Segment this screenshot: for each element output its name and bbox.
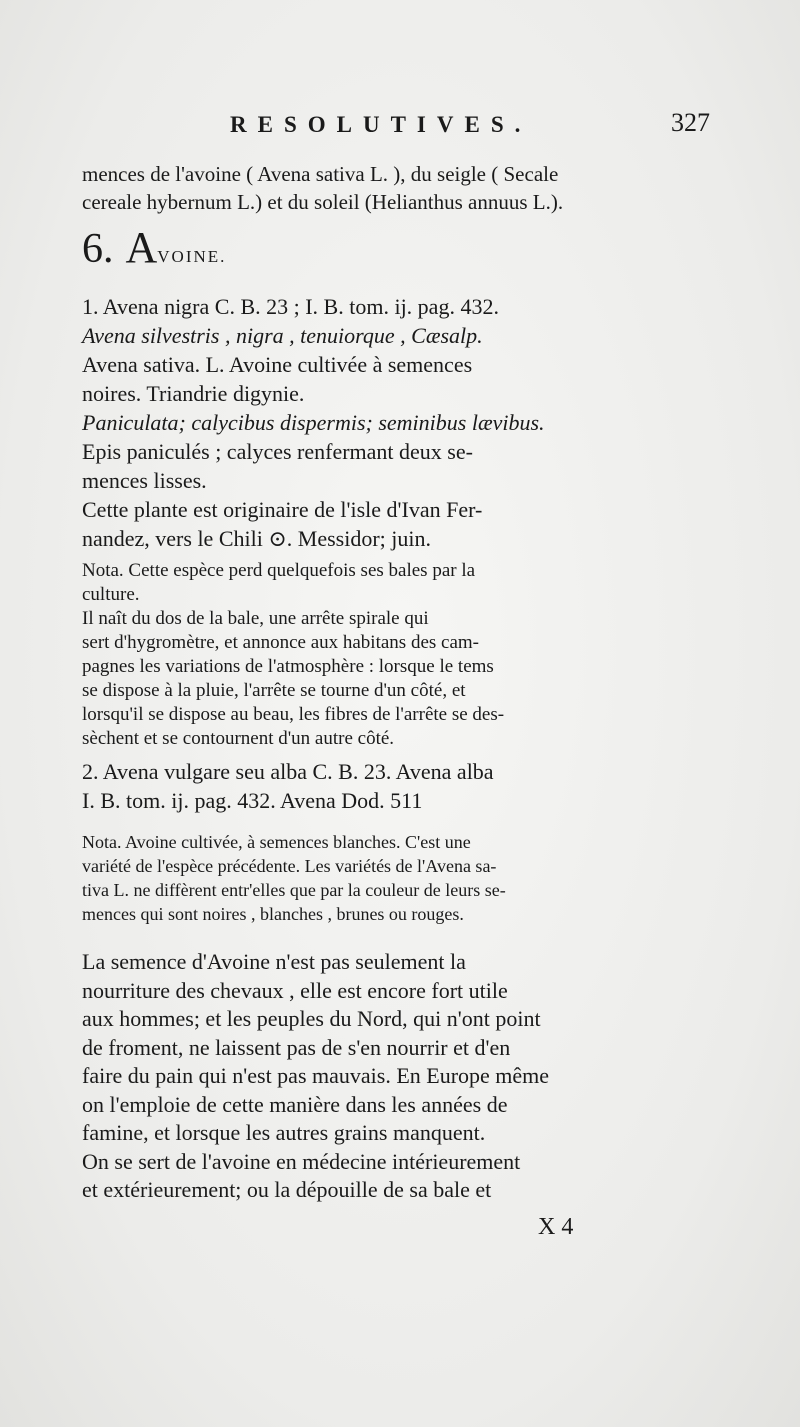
text-line: 1. Avena nigra C. B. 23 ; I. B. tom. ij. pag. 432. xyxy=(82,294,499,319)
text-line: se dispose à la pluie, l'arrête se tourne d'un côté, et xyxy=(82,680,466,701)
text-line: cereale hybernum L.) et du soleil (Helianthus annuus L.). xyxy=(82,190,564,214)
text-line: faire du pain qui n'est pas mauvais. En Europe même xyxy=(82,1063,550,1088)
text-line: Paniculata; calycibus dispermis; seminibus lævibus. xyxy=(82,410,545,435)
text-line: lorsqu'il se dispose au beau, les fibres de l'arrête se des- xyxy=(82,704,505,725)
text-line: nourriture des chevaux , elle est encore fort utile xyxy=(82,977,508,1003)
text-line: Avena sativa. L. Avoine cultivée à semences xyxy=(82,352,473,377)
text-line: variété de l'espèce précédente. Les variétés de l'Avena sa- xyxy=(82,856,497,876)
running-head: RESOLUTIVES. xyxy=(230,112,532,137)
section-heading xyxy=(82,222,226,282)
text-line: Nota. Cette espèce perd quelquefois ses bales par la xyxy=(82,560,476,581)
page-header xyxy=(230,108,710,146)
text-line: et extérieurement; ou la dépouille de sa bale et xyxy=(82,1177,492,1202)
section-initial: A xyxy=(125,223,158,272)
text-line: Avena silvestris , nigra , tenuiorque , Cæsalp. xyxy=(82,323,483,348)
text-line: mences de l'avoine ( Avena sativa L. ), du seigle ( Secale xyxy=(82,162,559,186)
text-line: de froment, ne laissent pas de s'en nourrir et d'en xyxy=(82,1034,511,1060)
text-line: nandez, vers le Chili ⊙. Messidor; juin. xyxy=(82,526,431,551)
text-line: Epis paniculés ; calyces renfermant deux se- xyxy=(82,439,473,464)
note-1 xyxy=(82,559,702,751)
signature-mark: X 4 xyxy=(538,1214,574,1240)
text-line: On se sert de l'avoine en médecine intérieurement xyxy=(82,1148,521,1174)
section-title: VOINE. xyxy=(157,247,227,266)
text-line: sèchent et se contournent d'un autre côté. xyxy=(82,728,395,749)
text-line: on l'emploie de cette manière dans les années de xyxy=(82,1091,508,1117)
text-line: La semence d'Avoine n'est pas seulement la xyxy=(82,949,466,974)
text-line: Nota. Avoine cultivée, à semences blanches. C'est une xyxy=(82,832,471,852)
main-text xyxy=(82,292,702,815)
text-line: tiva L. ne diffèrent entr'elles que par la couleur de leurs se- xyxy=(82,880,506,900)
text-line: pagnes les variations de l'atmosphère : lorsque le tems xyxy=(82,656,494,677)
intro-paragraph xyxy=(82,160,702,216)
text-line: 2. Avena vulgare seu alba C. B. 23. Avena alba xyxy=(82,759,494,784)
text-line: mences lisses. xyxy=(82,468,207,493)
entry-1 xyxy=(82,292,702,553)
text-line: I. B. tom. ij. pag. 432. Avena Dod. 511 xyxy=(82,788,423,813)
page-number: 327 xyxy=(671,108,710,137)
text-line: Cette plante est originaire de l'isle d'Ivan Fer- xyxy=(82,497,483,522)
entry-2 xyxy=(82,757,702,815)
text-line: mences qui sont noires , blanches , brunes ou rouges. xyxy=(82,904,464,924)
body-paragraph xyxy=(82,948,702,1205)
text-line: culture. xyxy=(82,584,140,605)
text-line: noires. Triandrie digynie. xyxy=(82,381,305,406)
text-line: famine, et lorsque les autres grains manquent. xyxy=(82,1120,486,1145)
text-line: Il naît du dos de la bale, une arrête spirale qui xyxy=(82,608,429,629)
text-line: sert d'hygromètre, et annonce aux habitans des cam- xyxy=(82,632,479,653)
section-number: 6. xyxy=(82,226,114,272)
note-2 xyxy=(82,830,702,926)
text-line: aux hommes; et les peuples du Nord, qui n'ont point xyxy=(82,1006,541,1031)
